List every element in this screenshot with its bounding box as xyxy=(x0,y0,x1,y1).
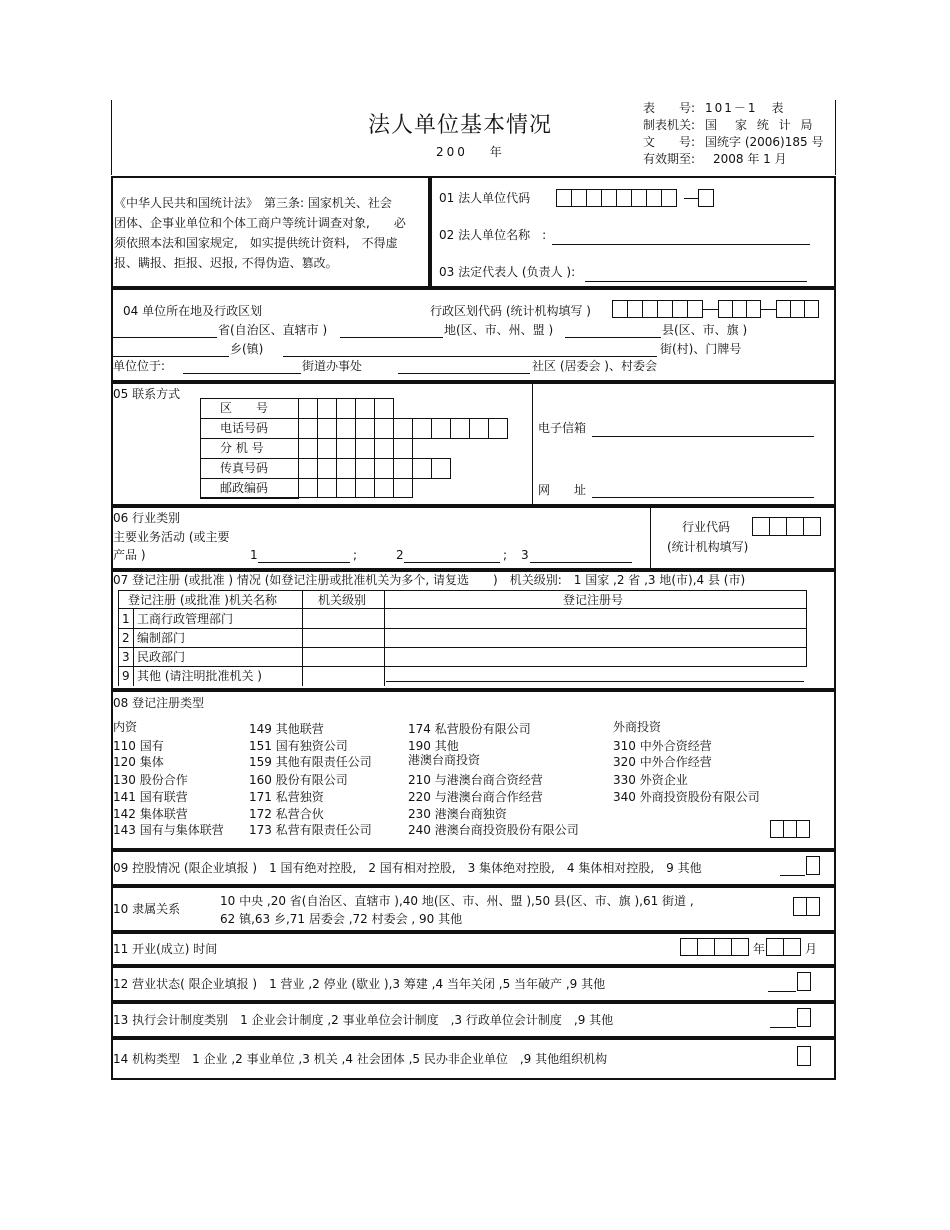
s05-field-area-code: 区 号 xyxy=(220,401,269,415)
s11-month-label: 月 xyxy=(805,942,818,956)
s06-item3-label: 3 xyxy=(521,548,529,562)
s04-street-input[interactable] xyxy=(283,356,657,357)
s07-header-reg-number: 登记注册号 xyxy=(563,593,624,607)
s05-row-sep-4 xyxy=(200,478,299,479)
meta-form-number-value: 101－1 表 xyxy=(705,101,786,115)
law-text-line-2: 团体、企事业单位和个体工商户等统计调查对象, 必 xyxy=(114,216,406,230)
s10-line-1: 10 中央 ,20 省(自治区、直辖市 ),40 地(区、市、州、盟 ),50 县(区、市、旗 ),61 街道 , xyxy=(220,894,694,908)
s05-website-input[interactable] xyxy=(592,497,814,498)
s01-code-dash xyxy=(684,198,698,199)
s04-prefecture-input[interactable] xyxy=(340,337,443,338)
s07-row3-name: 民政部门 xyxy=(137,650,186,664)
s04-code-cells-b[interactable] xyxy=(718,300,760,318)
s05-area-code-cells[interactable] xyxy=(298,398,393,419)
s08-col2-item-1: 149 其他联营 xyxy=(249,722,324,736)
s01-label: 01 法人单位代码 xyxy=(439,191,531,205)
s04-province-label: 省(自治区、直辖市 ) xyxy=(218,323,328,337)
s07-header-level: 机关级别 xyxy=(318,593,367,607)
s05-label: 05 联系方式 xyxy=(113,387,181,401)
s08-col1-item-6: 142 集体联营 xyxy=(113,807,188,821)
s13-underline xyxy=(770,1027,796,1028)
law-text-line-4: 报、瞒报、拒报、迟报, 不得伪造、篡改。 xyxy=(114,256,338,270)
s11-year-label: 年 xyxy=(753,942,766,956)
s03-label: 03 法定代表人 (负责人 ): xyxy=(439,265,576,279)
s04-code-cells-c[interactable] xyxy=(776,300,818,318)
s05-postcode-cells[interactable] xyxy=(298,478,412,498)
s09-checkbox[interactable] xyxy=(806,856,820,875)
s04-township-label: 乡(镇) xyxy=(230,342,264,356)
s04-label: 04 单位所在地及行政区划 xyxy=(123,304,263,318)
s08-col2-item-5: 171 私营独资 xyxy=(249,790,324,804)
s07-row1-name: 工商行政管理部门 xyxy=(137,612,234,626)
s06-item2-input[interactable] xyxy=(404,562,500,563)
s08-col4-item-5: 340 外商投资股份有限公司 xyxy=(613,790,760,804)
s10-label: 10 隶属关系 xyxy=(113,902,181,916)
s06-item3-input[interactable] xyxy=(530,562,632,563)
s06-main-activity-label: 主要业务活动 (或主要 xyxy=(113,530,230,544)
s08-col4-item-1: 外商投资 xyxy=(613,720,662,734)
s13-text: 13 执行会计制度类别 1 企业会计制度 ,2 事业单位会计制度 ,3 行政单位会计制度 ,9 其他 xyxy=(113,1013,614,1027)
s08-col3-item-3: 港澳台商投资 xyxy=(408,753,481,767)
s05-email-input[interactable] xyxy=(592,436,814,437)
s05-website-label: 网 址 xyxy=(538,483,587,497)
s05-email-label: 电子信箱 xyxy=(538,421,587,435)
s08-col2-item-7: 173 私营有限责任公司 xyxy=(249,823,372,837)
s06-code-cells[interactable] xyxy=(752,517,820,536)
s04-province-input[interactable] xyxy=(113,337,217,338)
s14-checkbox[interactable] xyxy=(797,1046,811,1066)
s05-phone-cells[interactable] xyxy=(298,418,507,439)
s09-underline xyxy=(780,875,805,876)
s05-field-fax: 传真号码 xyxy=(220,461,269,475)
s12-underline xyxy=(768,991,796,992)
meta-doc-number-label: 文 号: xyxy=(643,135,696,149)
s05-row-sep-1 xyxy=(200,418,299,419)
s06-item2-label: 2 xyxy=(396,548,404,562)
s04-county-input[interactable] xyxy=(565,337,661,338)
s08-col1-item-3: 120 集体 xyxy=(113,755,164,769)
s10-line-2: 62 镇,63 乡,71 居委会 ,72 村委会 , 90 其他 xyxy=(220,912,463,926)
s08-col4-item-4: 330 外资企业 xyxy=(613,773,688,787)
s08-col2-item-4: 160 股份有限公司 xyxy=(249,773,348,787)
s12-text: 12 营业状态( 限企业填报 ) 1 营业 ,2 停业 (歇业 ),3 筹建 ,4 当年关闭 ,5 当年破产 ,9 其他 xyxy=(113,977,606,991)
s06-semicolon-2: ; xyxy=(503,548,508,562)
meta-valid-until-value: 2008 年 1 月 xyxy=(713,152,787,166)
s04-street-label: 街(村)、门牌号 xyxy=(660,342,742,356)
s08-col2-item-6: 172 私营合伙 xyxy=(249,807,324,821)
s08-col3-item-1: 174 私营股份有限公司 xyxy=(408,722,531,736)
s08-col3-item-7: 240 港澳台商投资股份有限公司 xyxy=(408,823,579,837)
meta-issuer-value: 国 家 统 计 局 xyxy=(705,118,816,132)
s07-row4-name: 其他 (请注明批准机关 ) xyxy=(137,669,262,683)
s04-community-label: 社区 (居委会 )、村委会 xyxy=(532,359,657,373)
header-left-border xyxy=(111,100,112,175)
s08-col1-item-7: 143 国有与集体联营 xyxy=(113,823,224,837)
s10-code-cells[interactable] xyxy=(793,897,819,916)
s05-extension-cells[interactable] xyxy=(298,438,412,459)
s08-col1-item-2: 110 国有 xyxy=(113,739,164,753)
s05-divider xyxy=(532,383,533,505)
s06-item1-label: 1 xyxy=(250,548,258,562)
s08-col4-item-3: 320 中外合作经营 xyxy=(613,755,712,769)
s06-code-label: 行业代码 xyxy=(682,520,731,534)
s04-code-dash-1 xyxy=(703,309,718,310)
meta-issuer-label: 制表机关: xyxy=(643,118,696,132)
s01-check-cell[interactable] xyxy=(698,189,713,207)
s07-row2-num: 2 xyxy=(122,631,130,645)
s08-col2-item-2: 151 国有独资公司 xyxy=(249,739,348,753)
s08-col1-item-4: 130 股份合作 xyxy=(113,773,188,787)
s04-community-input[interactable] xyxy=(398,373,530,374)
s05-field-phone: 电话号码 xyxy=(220,421,269,435)
meta-doc-number-value: 国统字 (2006)185 号 xyxy=(705,135,824,149)
s04-subdistrict-label: 街道办事处 xyxy=(302,359,363,373)
s07-row1-num: 1 xyxy=(122,612,130,626)
s02-name-input[interactable] xyxy=(552,244,810,245)
s04-code-dash-2 xyxy=(761,309,776,310)
s14-text: 14 机构类型 1 企业 ,2 事业单位 ,3 机关 ,4 社会团体 ,5 民办非企业单位 ,9 其他组织机构 xyxy=(113,1052,608,1066)
s05-row-sep-3 xyxy=(200,458,299,459)
s01-code-cells[interactable] xyxy=(556,189,676,207)
s08-code-cells[interactable] xyxy=(770,820,809,838)
s08-label: 08 登记注册类型 xyxy=(113,696,205,710)
s04-subdistrict-input[interactable] xyxy=(183,373,301,374)
s04-county-label: 县(区、市、旗 ) xyxy=(662,323,748,337)
meta-form-number-label: 表 号: xyxy=(643,101,696,115)
s08-col3-item-6: 230 港澳台商独资 xyxy=(408,807,507,821)
s06-products-label: 产品 ) xyxy=(113,548,146,562)
s05-row-sep-2 xyxy=(200,438,299,439)
s12-checkbox[interactable] xyxy=(797,972,811,991)
page-title: 法人单位基本情况 xyxy=(368,113,553,138)
s09-text: 09 控股情况 (限企业填报 ) 1 国有绝对控股, 2 国有相对控股, 3 集体绝对控股, 4 集体相对控股, 9 其他 xyxy=(113,861,702,875)
s06-item1-input[interactable] xyxy=(258,562,350,563)
s04-located-label: 单位位于: xyxy=(113,359,166,373)
s06-divider xyxy=(650,507,651,569)
s06-semicolon-1: ; xyxy=(353,548,358,562)
meta-valid-until-label: 有效期至: xyxy=(643,152,696,166)
report-year: 200 年 xyxy=(436,145,505,159)
s08-col3-item-5: 220 与港澳台商合作经营 xyxy=(408,790,543,804)
s04-township-input[interactable] xyxy=(113,356,229,357)
s13-checkbox[interactable] xyxy=(797,1008,811,1027)
s11-label: 11 开业(成立) 时间 xyxy=(113,942,218,956)
s04-prefecture-label: 地(区、市、州、盟 ) xyxy=(444,323,554,337)
header-right-border xyxy=(835,100,836,175)
s06-code-note: (统计机构填写) xyxy=(667,540,749,554)
law-text-line-3: 须依照本法和国家规定, 如实提供统计资料, 不得虚 xyxy=(114,236,398,250)
s11-month-cells[interactable] xyxy=(766,938,800,956)
s08-col1-item-5: 141 国有联营 xyxy=(113,790,188,804)
s07-row4-num: 9 xyxy=(122,669,130,683)
s04-code-cells-a[interactable] xyxy=(612,300,702,318)
s08-col3-item-4: 210 与港澳台商合资经营 xyxy=(408,773,543,787)
s06-label: 06 行业类别 xyxy=(113,511,181,525)
s08-col1-item-1: 内资 xyxy=(113,720,138,734)
s04-code-label: 行政区划代码 (统计机构填写 ) xyxy=(430,304,591,318)
s08-col4-item-2: 310 中外合资经营 xyxy=(613,739,712,753)
s05-fax-cells[interactable] xyxy=(298,458,450,479)
s07-row3-num: 3 xyxy=(122,650,130,664)
s08-col2-item-3: 159 其他有限责任公司 xyxy=(249,755,372,769)
s11-year-cells[interactable] xyxy=(680,938,748,956)
s08-col3-item-2: 190 其他 xyxy=(408,739,459,753)
s02-label: 02 法人单位名称 : xyxy=(439,228,547,242)
law-text-line-1: 《中华人民共和国统计法》 第三条: 国家机关、社会 xyxy=(114,196,392,210)
s05-field-postcode: 邮政编码 xyxy=(220,481,269,495)
s03-rep-input[interactable] xyxy=(585,281,807,282)
s05-field-extension: 分 机 号 xyxy=(220,441,264,455)
s07-header-name: 登记注册 (或批准 )机关名称 xyxy=(128,593,277,607)
s07-row2-name: 编制部门 xyxy=(137,631,186,645)
s07-label: 07 登记注册 (或批准 ) 情况 (如登记注册或批准机关为多个, 请复选 ) 机关级别: 1 国家 ,2 省 ,3 地(市),4 县 (市) xyxy=(113,573,746,587)
